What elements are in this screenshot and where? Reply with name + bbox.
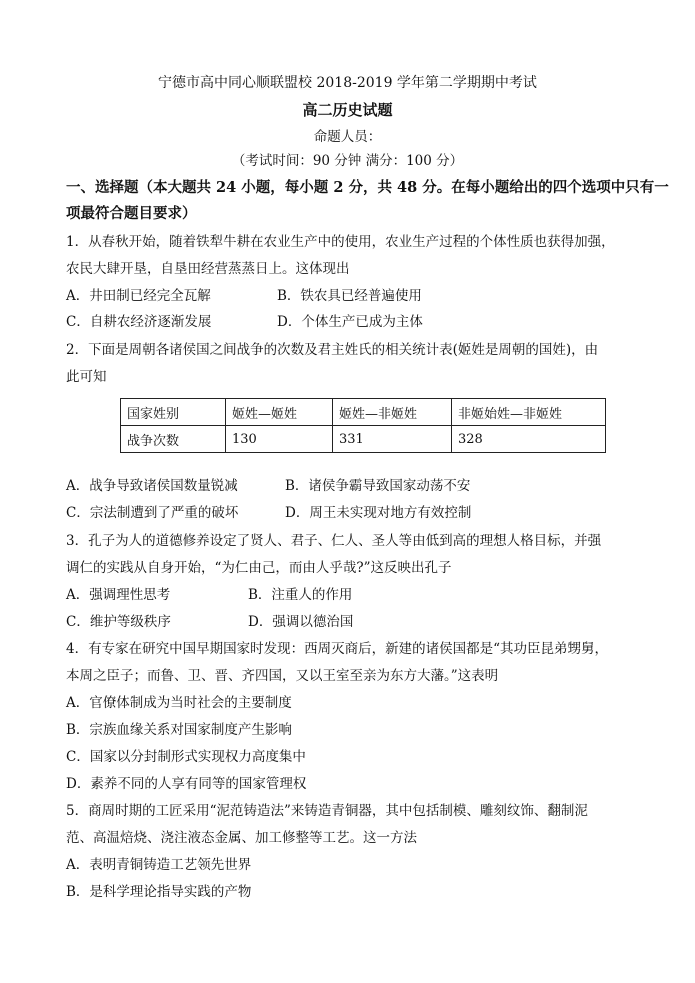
exam-title: 宁德市高中同心顺联盟校 2018-2019 学年第二学期期中考试 [158, 75, 537, 91]
q1-stem-line2: 农民大肆开垦，自垦田经营蒸蒸日上。这体现出 [66, 261, 350, 277]
q2-stem-line2: 此可知 [66, 369, 107, 385]
q5-stem-line2: 范、高温焙烧、浇注液态金属、加工修整等工艺。这一方法 [66, 830, 417, 846]
section-heading-line2: 项最符合题目要求） [66, 205, 197, 222]
table-cell: 331 [333, 426, 452, 453]
table-cell: 战争次数 [121, 426, 226, 453]
q3-stem-line2: 调仁的实践从自身开始，“为仁由己，而由人乎哉?”这反映出孔子 [66, 560, 452, 576]
war-statistics-table [120, 398, 606, 453]
exam-info: （考试时间：90 分钟 满分：100 分） [231, 153, 464, 169]
q3-option-c: C．维护等级秩序 [66, 614, 171, 630]
table-cell: 姬姓—非姬姓 [333, 399, 452, 426]
table-header-row [121, 399, 606, 426]
subject-title: 高二历史试题 [302, 101, 393, 119]
q4-option-c: C．国家以分封制形式实现权力高度集中 [66, 749, 306, 765]
q2-stem-line1: 2．下面是周朝各诸侯国之间战争的次数及君主姓氏的相关统计表(姬姓是周朝的国姓)，由 [66, 342, 599, 358]
q1-option-d: D．个体生产已成为主体 [277, 314, 423, 330]
table-cell: 姬姓—姬姓 [226, 399, 333, 426]
q2-option-b: B．诸侯争霸导致国家动荡不安 [285, 478, 471, 494]
q4-stem-line2: 本周之臣子；而鲁、卫、晋、齐四国，又以王室至亲为东方大藩。”这表明 [66, 668, 499, 684]
q4-stem-line1: 4．有专家在研究中国早期国家时发现：西周灭商后，新建的诸侯国都是“其功臣昆弟甥舅， [66, 641, 608, 657]
author-line: 命题人员： [313, 129, 382, 145]
q2-option-c: C．宗法制遭到了严重的破坏 [66, 505, 239, 521]
q5-stem-line1: 5．商周时期的工匠采用“泥范铸造法”来铸造青铜器，其中包括制模、雕刻纹饰、翻制泥 [66, 803, 588, 819]
q2-option-a: A．战争导致诸侯国数量锐减 [66, 478, 238, 494]
q4-option-b: B．宗族血缘关系对国家制度产生影响 [66, 722, 292, 738]
q5-option-a: A．表明青铜铸造工艺领先世界 [66, 857, 252, 873]
q2-option-d: D．周王未实现对地方有效控制 [285, 505, 472, 521]
q3-option-d: D．强调以德治国 [248, 614, 354, 630]
q3-option-a: A．强调理性思考 [66, 587, 171, 603]
q4-option-a: A．官僚体制成为当时社会的主要制度 [66, 695, 292, 711]
table-cell: 130 [226, 426, 333, 453]
q1-option-a: A．井田制已经完全瓦解 [66, 288, 211, 304]
q1-stem-line1: 1．从春秋开始，随着铁犁牛耕在农业生产中的使用，农业生产过程的个体性质也获得加强， [66, 234, 615, 250]
q5-option-b: B．是科学理论指导实践的产物 [66, 884, 252, 900]
q1-option-b: B．铁农具已经普遍使用 [277, 288, 422, 304]
table-cell: 328 [452, 426, 606, 453]
section-heading-line1: 一、选择题（本大题共 24 小题，每小题 2 分，共 48 分。在每小题给出的四个选项中只有一 [66, 179, 669, 196]
table-row [121, 426, 606, 453]
table-cell: 非姬始姓—非姬姓 [452, 399, 606, 426]
q3-option-b: B．注重人的作用 [248, 587, 353, 603]
q3-stem-line1: 3．孔子为人的道德修养设定了贤人、君子、仁人、圣人等由低到高的理想人格目标，并强 [66, 533, 602, 549]
q1-option-c: C．自耕农经济逐渐发展 [66, 314, 212, 330]
table-cell: 国家姓别 [121, 399, 226, 426]
q4-option-d: D．素养不同的人享有同等的国家管理权 [66, 776, 307, 792]
